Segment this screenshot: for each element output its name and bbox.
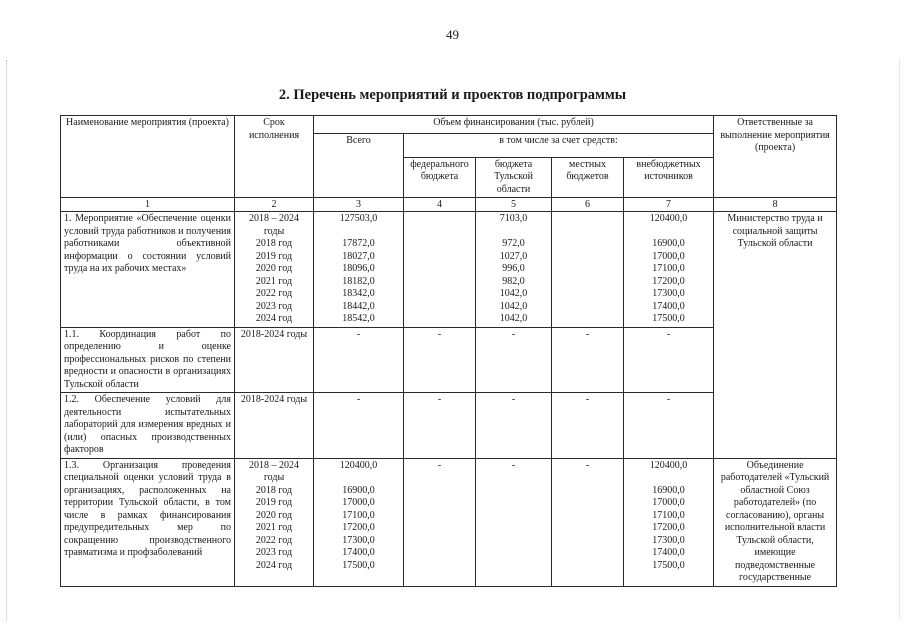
column-number: 8 xyxy=(714,198,837,212)
header-responsible: Ответственные за выполнение мероприятия (проекта) xyxy=(714,116,837,198)
table-row xyxy=(61,458,837,586)
header-extra: внебюджетных источников xyxy=(624,157,714,198)
measure-term: 2018-2024 годы xyxy=(235,327,314,393)
measure-extra: 120400,0 16900,0 17000,0 17100,0 17200,0 17300,0 17400,0 17500,0 xyxy=(624,212,714,328)
header-row-1 xyxy=(61,116,837,134)
measure-local: - xyxy=(552,327,624,393)
measure-regional: 7103,0 972,0 1027,0 996,0 982,0 1042,0 1042,0 1042,0 xyxy=(476,212,552,328)
measure-federal: - xyxy=(404,327,476,393)
measure-responsible: Объединение работодателей «Тульский областной Союз работодателей» (по согласованию), органы исполнительной власти Тульской области, имеющие подведомственные государственные xyxy=(714,458,837,586)
measure-extra: - xyxy=(624,327,714,393)
header-term: Срок исполнения xyxy=(235,116,314,198)
page-title: 2. Перечень мероприятий и проектов подпрограммы xyxy=(278,87,627,103)
measure-federal: - xyxy=(404,393,476,459)
header-regional: бюджета Тульской области xyxy=(476,157,552,198)
measure-regional: - xyxy=(476,327,552,393)
measure-federal xyxy=(404,212,476,328)
measure-name: 1. Мероприятие «Обеспечение оценки условий труда работников и получения работниками объективной информации о состоянии условий труда на их рабочих местах» xyxy=(61,212,235,328)
header-total: Всего xyxy=(314,134,404,198)
column-number: 4 xyxy=(404,198,476,212)
scan-edge-left xyxy=(6,60,8,620)
column-number: 5 xyxy=(476,198,552,212)
table-row xyxy=(61,212,837,328)
measure-name: 1.2. Обеспечение условий для деятельности испытательных лабораторий для измерения вредных и (или) опасных производственных факторов xyxy=(61,393,235,459)
measure-local xyxy=(552,212,624,328)
measure-responsible: Министерство труда и социальной защиты Тульской области xyxy=(714,212,837,459)
header-name: Наименование мероприятия (проекта) xyxy=(61,116,235,198)
header-federal: федерального бюджета xyxy=(404,157,476,198)
column-number-row xyxy=(61,198,837,212)
column-number: 1 xyxy=(61,198,235,212)
measures-table xyxy=(60,115,837,587)
header-funding: Объем финансирования (тыс. рублей) xyxy=(314,116,714,134)
measure-total: 127503,0 17872,0 18027,0 18096,0 18182,0 18342,0 18442,0 18542,0 xyxy=(314,212,404,328)
measure-regional: - xyxy=(476,393,552,459)
measure-term: 2018 – 2024 годы 2018 год 2019 год 2020 год 2021 год 2022 год 2023 год 2024 год xyxy=(235,212,314,328)
page-number: 49 xyxy=(446,27,459,42)
measure-term: 2018-2024 годы xyxy=(235,393,314,459)
measure-federal: - xyxy=(404,458,476,586)
header-including: в том числе за счет средств: xyxy=(404,134,714,158)
column-number: 6 xyxy=(552,198,624,212)
measure-total: 120400,0 16900,0 17000,0 17100,0 17200,0 17300,0 17400,0 17500,0 xyxy=(314,458,404,586)
measure-regional: - xyxy=(476,458,552,586)
scan-edge-right xyxy=(899,60,901,620)
measure-term: 2018 – 2024 годы 2018 год 2019 год 2020 год 2021 год 2022 год 2023 год 2024 год xyxy=(235,458,314,586)
column-number: 3 xyxy=(314,198,404,212)
measure-local: - xyxy=(552,393,624,459)
header-local: местных бюджетов xyxy=(552,157,624,198)
column-number: 7 xyxy=(624,198,714,212)
measure-total: - xyxy=(314,393,404,459)
measure-extra: 120400,0 16900,0 17000,0 17100,0 17200,0 17300,0 17400,0 17500,0 xyxy=(624,458,714,586)
measure-name: 1.3. Организация проведения специальной оценки условий труда в организациях, расположенных на территории Тульской области, в том числе в рамках финансирования предупредительных мер по сокращению производственного травматизма и профзаболеваний xyxy=(61,458,235,586)
column-number: 2 xyxy=(235,198,314,212)
measure-local: - xyxy=(552,458,624,586)
measure-total: - xyxy=(314,327,404,393)
measure-name: 1.1. Координация работ по определению и оценке профессиональных рисков по степени вредности и опасности в организациях Тульской области xyxy=(61,327,235,393)
measure-extra: - xyxy=(624,393,714,459)
